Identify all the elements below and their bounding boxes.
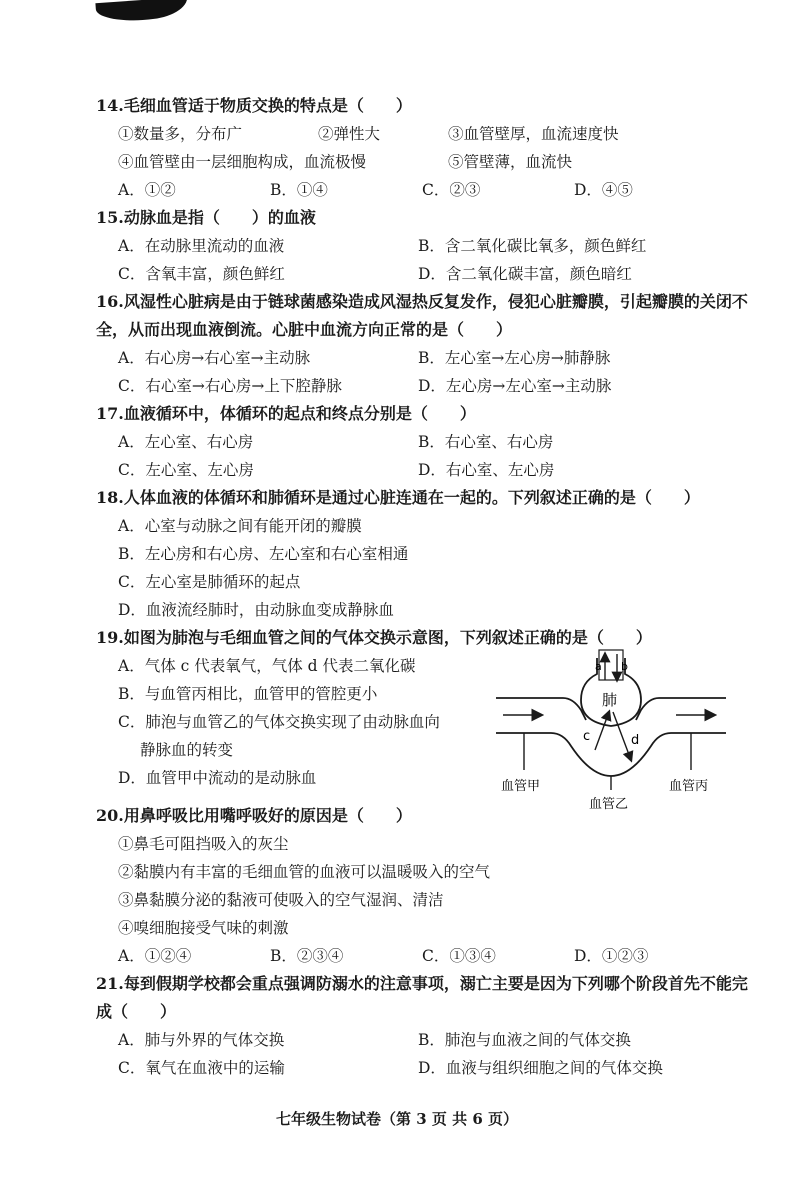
question-15 [96,204,756,288]
question-17 [96,400,756,484]
alveolus-label: 肺 [602,691,618,709]
question-19-option-a[interactable]: A．气体 c 代表氧气，气体 d 代表二氧化碳 [118,657,416,675]
vessel-upper-wall-left [496,698,586,720]
question-17-options-row2 [96,456,756,484]
question-21-options-row2 [96,1054,756,1082]
question-19-option-b[interactable]: B．与血管丙相比，血管甲的管腔更小 [118,685,378,703]
question-18 [96,484,756,624]
arrow-c [595,712,609,750]
question-18-option-c[interactable]: C．左心室是肺循环的起点 [118,573,301,591]
label-b: b [621,660,628,673]
question-21-option-b[interactable]: B．肺泡与血液之间的气体交换 [418,1031,631,1049]
question-20-option-a[interactable]: A．①②④ [118,947,192,965]
question-15-options-row2 [96,260,756,288]
question-19 [96,624,756,812]
question-19-body [96,652,756,812]
question-14-items-row2 [96,148,756,176]
question-14-item-4: ④血管壁由一层细胞构成，血流极慢 [118,153,367,171]
gas-exchange-diagram [491,648,731,848]
question-21-options-row1 [96,1026,756,1054]
arrow-d [613,712,631,760]
question-15-options-row1 [96,232,756,260]
label-vessel-1: 血管甲 [501,779,541,794]
ink-blot [95,0,188,23]
question-16-option-a[interactable]: A．右心房→右心室→主动脉 [118,349,311,367]
question-15-option-c[interactable]: C．含氧丰富，颜色鲜红 [118,265,285,283]
question-19-option-c-cont: 静脉血的转变 [140,741,234,759]
question-16 [96,288,756,400]
question-20-option-c[interactable]: C．①③④ [422,947,496,965]
question-14 [96,92,756,204]
question-17-option-a[interactable]: A．左心室、右心房 [118,433,254,451]
question-14-option-a[interactable]: A．①② [118,181,176,199]
question-18-option-d[interactable]: D．血液流经肺时，由动脉血变成静脉血 [118,601,394,619]
question-14-items-row1 [96,120,756,148]
question-19-stem: 19.如图为肺泡与毛细血管之间的气体交换示意图，下列叙述正确的是（ ） [96,628,652,647]
question-14-stem: 14.毛细血管适于物质交换的特点是（ ） [96,96,412,115]
question-17-options-row1 [96,428,756,456]
question-21 [96,970,756,1082]
question-14-option-d[interactable]: D．④⑤ [574,181,633,199]
question-17-option-b[interactable]: B．右心室、右心房 [418,433,554,451]
question-14-options [96,176,756,204]
question-20-item-4: ④嗅细胞接受气味的刺激 [118,919,289,937]
question-14-item-5: ⑤管壁薄，血流快 [448,153,573,171]
question-14-item-2: ②弹性大 [318,125,381,143]
label-vessel-2: 血管乙 [589,797,629,812]
question-16-stem: 16.风湿性心脏病是由于链球菌感染造成风湿热反复发作，侵犯心脏瓣膜，引起瓣膜的关闭不全，从而出现血液倒流。心脏中血流方向正常的是（ ） [96,292,748,339]
question-20-item-1: ①鼻毛可阻挡吸入的灰尘 [118,835,289,853]
question-19-option-c[interactable]: C．肺泡与血管乙的气体交换实现了由动脉血向 [118,713,440,731]
question-19-option-d[interactable]: D．血管甲中流动的是动脉血 [118,769,317,787]
question-15-option-b[interactable]: B．含二氧化碳比氧多，颜色鲜红 [418,237,647,255]
label-a: a [595,660,602,673]
question-20-option-b[interactable]: B．②③④ [270,947,344,965]
label-vessel-3: 血管丙 [669,779,709,794]
vessel-upper-wall-right [636,698,726,720]
question-14-item-1: ①数量多，分布广 [118,125,243,143]
airway [599,650,623,680]
question-14-option-b[interactable]: B．①④ [270,181,328,199]
question-20-option-d[interactable]: D．①②③ [574,947,649,965]
question-16-options-row1 [96,344,756,372]
question-21-option-c[interactable]: C．氧气在血液中的运输 [118,1059,285,1077]
question-18-option-b[interactable]: B．左心房和右心房、左心室和右心室相通 [118,545,409,563]
question-21-stem: 21.每到假期学校都会重点强调防溺水的注意事项，溺亡主要是因为下列哪个阶段首先不能完成（ ） [96,974,748,1021]
question-18-stem: 18.人体血液的体循环和肺循环是通过心脏连通在一起的。下列叙述正确的是（ ） [96,488,700,507]
page-footer: 七年级生物试卷（第 3 页 共 6 页） [276,1110,518,1128]
question-17-option-d[interactable]: D．右心室、左心房 [418,461,555,479]
question-14-option-c[interactable]: C．②③ [422,181,481,199]
question-18-option-a[interactable]: A．心室与动脉之间有能开闭的瓣膜 [118,517,362,535]
question-list [96,92,756,1082]
question-17-stem: 17.血液循环中，体循环的起点和终点分别是（ ） [96,404,476,423]
question-19-options [96,652,466,792]
question-20-item-2: ②黏膜内有丰富的毛细血管的血液可以温暖吸入的空气 [118,863,491,881]
question-15-stem: 15.动脉血是指（ ）的血液 [96,208,316,227]
question-21-option-d[interactable]: D．血液与组织细胞之间的气体交换 [418,1059,663,1077]
question-16-option-c[interactable]: C．右心室→右心房→上下腔静脉 [118,377,342,395]
question-21-option-a[interactable]: A．肺与外界的气体交换 [118,1031,285,1049]
question-16-option-d[interactable]: D．左心房→左心室→主动脉 [418,377,612,395]
question-20-stem: 20.用鼻呼吸比用嘴呼吸好的原因是（ ） [96,806,412,825]
question-16-options-row2 [96,372,756,400]
question-16-option-b[interactable]: B．左心室→左心房→肺静脉 [418,349,611,367]
question-20-item-3: ③鼻黏膜分泌的黏液可使吸入的空气湿润、清洁 [118,891,444,909]
label-c: c [583,729,591,744]
question-17-option-c[interactable]: C．左心室、左心房 [118,461,254,479]
question-15-option-d[interactable]: D．含二氧化碳丰富，颜色暗红 [418,265,632,283]
question-15-option-a[interactable]: A．在动脉里流动的血液 [118,237,285,255]
question-14-item-3: ③血管壁厚，血流速度快 [448,125,619,143]
label-d: d [631,733,640,748]
question-20-options [96,942,756,970]
